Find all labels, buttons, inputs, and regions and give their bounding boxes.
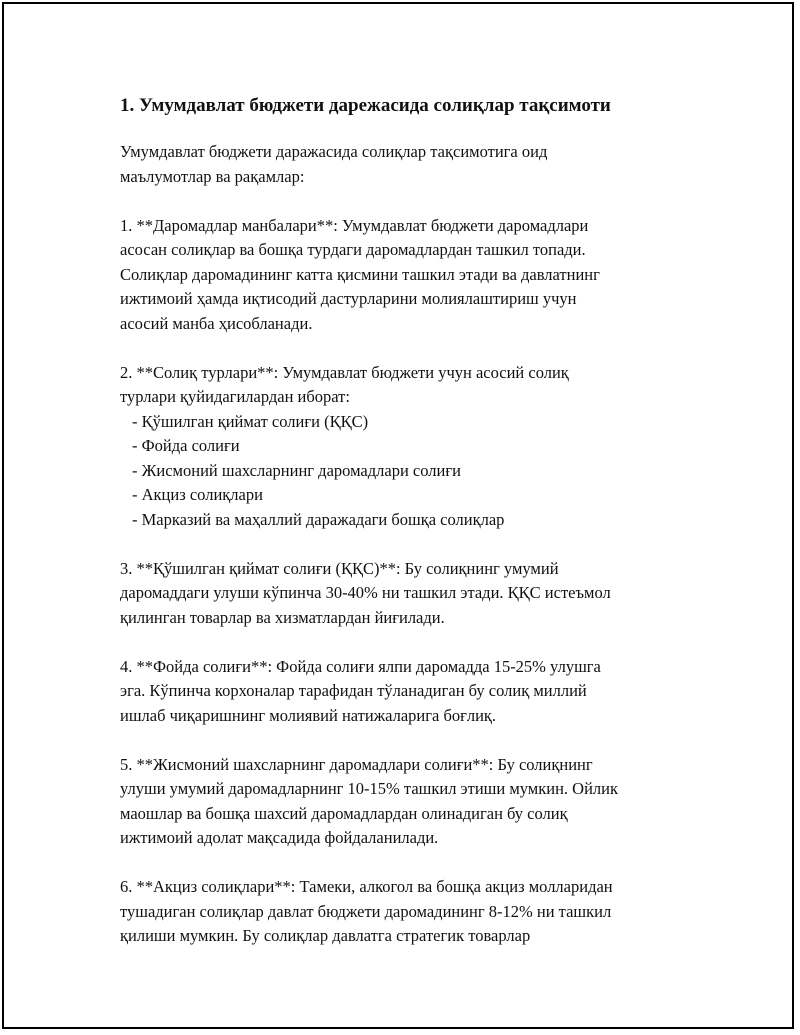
text-line: ижтимоий ҳамда иқтисодий дастурларини молиялаштириш учун <box>120 289 577 308</box>
section-5-paragraph <box>120 753 720 851</box>
text-line: асосий манба ҳисобланади. <box>120 313 313 333</box>
text-line: маълумотлар ва рақамлар: <box>120 166 305 186</box>
text-line: маошлар ва бошқа шахсий даромадлардан олинадиган бу солиқ <box>120 803 568 823</box>
text-line: 5. **Жисмоний шахсларнинг даромадлари солиғи**: Бу солиқнинг <box>120 754 593 774</box>
section-4-paragraph <box>120 655 720 729</box>
section-1-paragraph <box>120 214 720 337</box>
text-line: тушадиган солиқлар давлат бюджети даромадининг 8-12% ни ташкил <box>120 901 612 921</box>
text-line: Солиқлар даромадининг катта қисмини ташкил этади ва давлатнинг <box>120 264 600 284</box>
text-line: улуши умумий даромадларнинг 10-15% ташкил этиши мумкин. Ойлик <box>120 779 619 798</box>
document-title: 1. Умумдавлат бюджети дарежасида солиқлар тақсимоти <box>120 95 611 116</box>
text-line: 6. **Акциз солиқлари**: Тамеки, алкогол ва бошқа акциз молларидан <box>120 877 613 896</box>
text-line: қилиши мумкин. Бу солиқлар давлатга стратегик товарлар <box>120 926 531 945</box>
list-item: - Қўшилган қиймат солиғи (ҚҚС) <box>132 411 369 431</box>
text-line: ижтимоий адолат мақсадида фойдаланилади. <box>120 828 439 847</box>
document-content <box>120 94 720 949</box>
list-item: - Акциз солиқлари <box>132 485 263 504</box>
section-6-paragraph <box>120 875 720 949</box>
list-item: - Марказий ва маҳаллий даражадаги бошқа солиқлар <box>132 509 505 529</box>
document-page <box>2 2 794 1029</box>
text-line: даромаддаги улуши кўпинча 30-40% ни ташкил этади. ҚҚС истеъмол <box>120 583 611 602</box>
text-line: 2. **Солиқ турлари**: Умумдавлат бюджети учун асосий солиқ <box>120 362 569 382</box>
text-line: эга. Кўпинча корхоналар тарафидан тўланадиган бу солиқ миллий <box>120 681 587 700</box>
text-line: 3. **Қўшилган қиймат солиғи (ҚҚС)**: Бу солиқнинг умумий <box>120 558 559 578</box>
text-line: 1. **Даромадлар манбалари**: Умумдавлат бюджети даромадлари <box>120 215 589 235</box>
list-item: - Фойда солиғи <box>132 436 240 455</box>
text-line: турлари қуйидагилардан иборат: <box>120 387 350 406</box>
list-item: - Жисмоний шахсларнинг даромадлари солиғи <box>132 460 461 480</box>
text-line: ишлаб чиқаришнинг молиявий натижаларига боғлиқ. <box>120 705 497 725</box>
section-2-paragraph <box>120 361 720 533</box>
text-line: қилинган товарлар ва хизматлардан йиғилади. <box>120 607 445 627</box>
intro-paragraph <box>120 140 720 189</box>
text-line: Умумдавлат бюджети даражасида солиқлар тақсимотига оид <box>120 142 548 161</box>
text-line: 4. **Фойда солиғи**: Фойда солиғи ялпи даромадда 15-25% улушга <box>120 656 601 676</box>
section-3-paragraph <box>120 557 720 631</box>
text-line: асосан солиқлар ва бошқа турдаги даромадлардан ташкил топади. <box>120 240 586 259</box>
